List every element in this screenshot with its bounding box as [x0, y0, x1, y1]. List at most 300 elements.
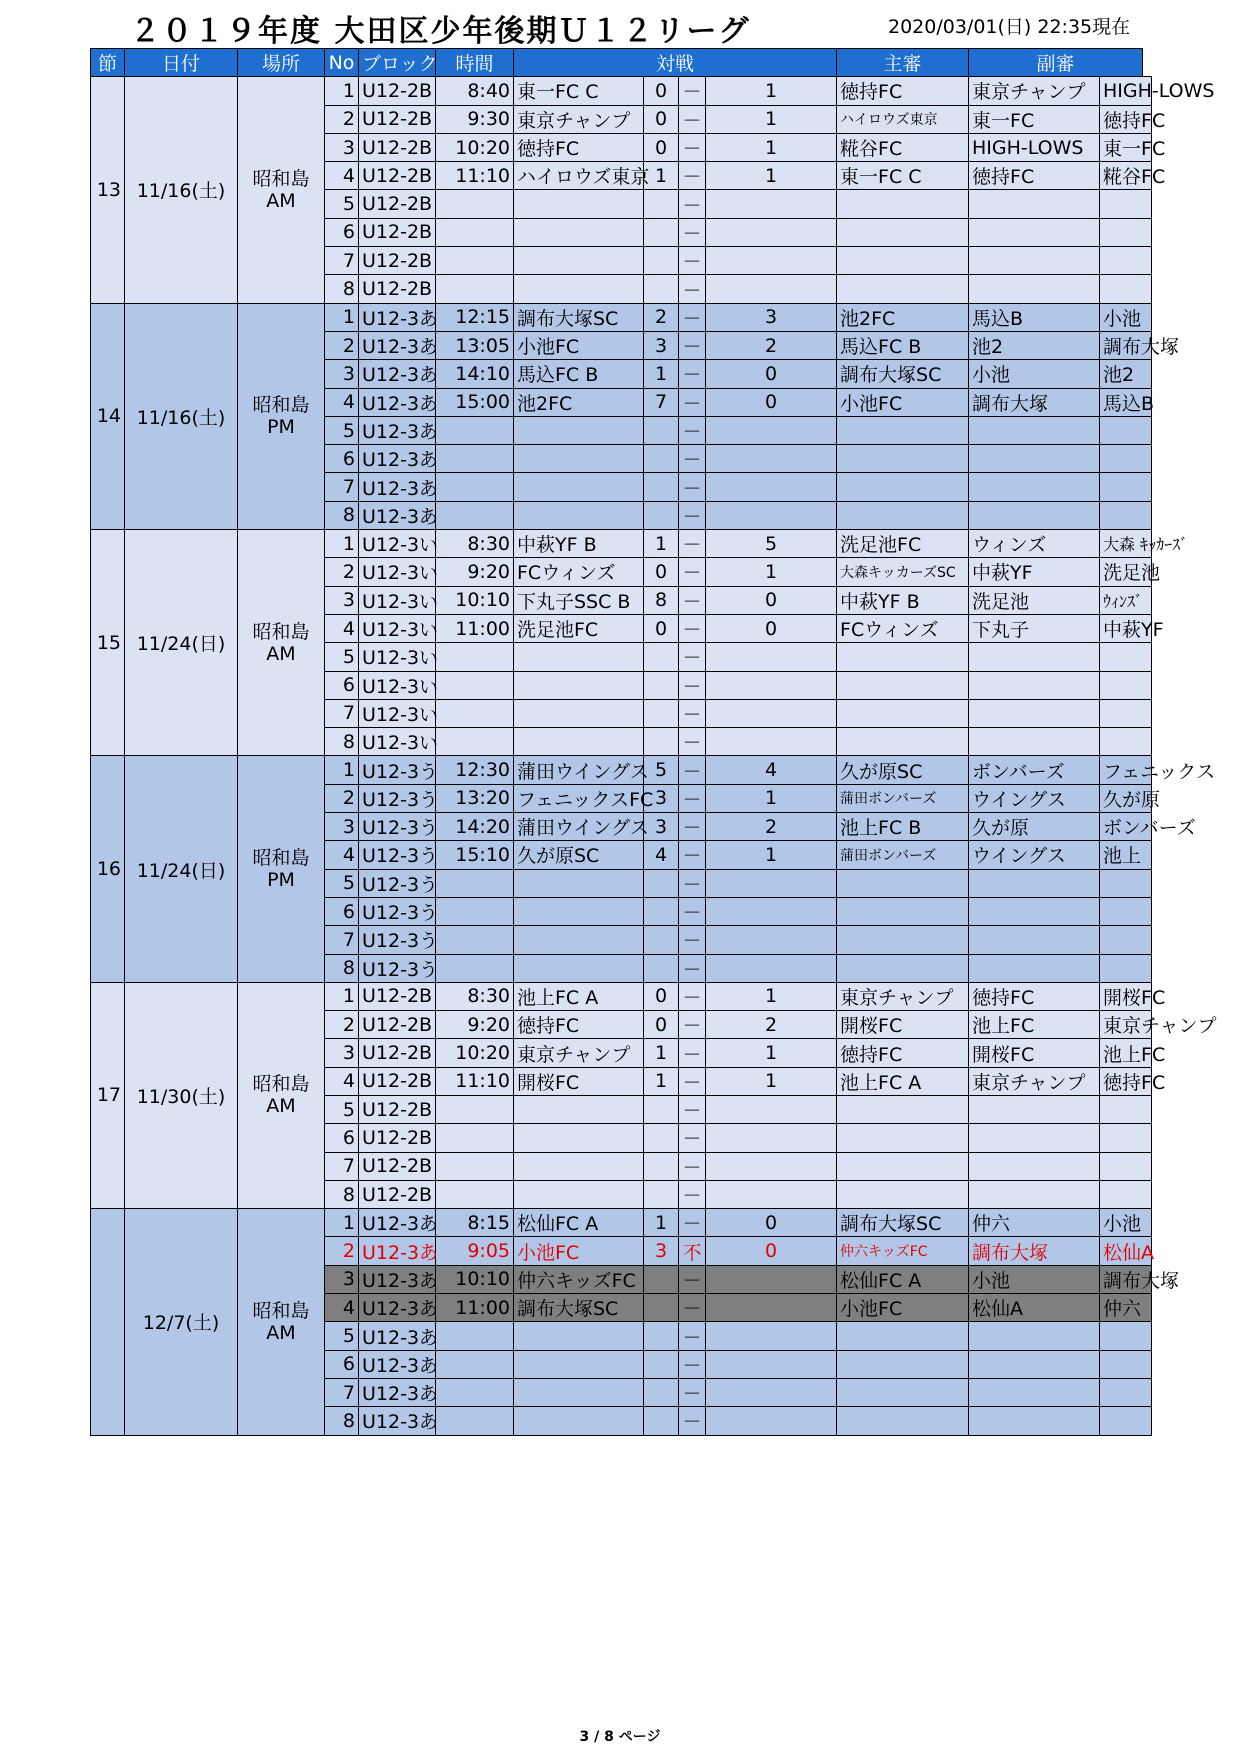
away-score	[706, 926, 837, 954]
kickoff-time	[436, 275, 514, 303]
home-score	[644, 1350, 679, 1378]
away-team: 糀谷FC	[837, 133, 969, 161]
assistant-referee: 池上	[1100, 841, 1152, 869]
match-no: 6	[325, 1350, 359, 1378]
match-row	[91, 77, 1152, 105]
match-no: 3	[325, 1265, 359, 1293]
score-separator: －	[679, 756, 706, 784]
assistant-referee: 東京チャンプ	[1100, 1011, 1152, 1039]
kickoff-time	[436, 445, 514, 473]
referee	[969, 869, 1100, 897]
away-score	[706, 1265, 837, 1293]
block: U12-2B	[359, 1039, 436, 1067]
away-score	[706, 643, 837, 671]
match-no: 8	[325, 501, 359, 529]
home-score: 3	[644, 784, 679, 812]
assistant-referee: 池2	[1100, 360, 1152, 388]
score-separator: －	[679, 1095, 706, 1123]
match-no: 7	[325, 1378, 359, 1406]
home-team: FCウィンズ	[514, 558, 644, 586]
score-separator: －	[679, 133, 706, 161]
assistant-referee	[1100, 1180, 1152, 1208]
header-assistant-referee: 副審	[969, 49, 1143, 77]
score-separator: －	[679, 586, 706, 614]
match-no: 4	[325, 841, 359, 869]
home-team: 松仙FC A	[514, 1209, 644, 1237]
away-team	[837, 190, 969, 218]
score-separator: －	[679, 954, 706, 982]
home-team: 下丸子SSC B	[514, 586, 644, 614]
away-score: 0	[706, 360, 837, 388]
match-no: 2	[325, 1011, 359, 1039]
away-team: 徳持FC	[837, 77, 969, 105]
block: U12-2B	[359, 1152, 436, 1180]
block: U12-3あ	[359, 473, 436, 501]
referee: 徳持FC	[969, 982, 1100, 1010]
away-team	[837, 869, 969, 897]
page-title: ２０１９年度 大田区少年後期Ｕ１２リーグ	[130, 14, 751, 49]
assistant-referee	[1100, 247, 1152, 275]
match-no: 4	[325, 614, 359, 642]
assistant-referee	[1100, 275, 1152, 303]
kickoff-time	[436, 1152, 514, 1180]
block: U12-3あ	[359, 1265, 436, 1293]
away-score: 1	[706, 1039, 837, 1067]
home-team: ハイロウズ東京	[514, 162, 644, 190]
assistant-referee	[1100, 954, 1152, 982]
home-score: 5	[644, 756, 679, 784]
kickoff-time: 11:10	[436, 162, 514, 190]
referee	[969, 1124, 1100, 1152]
kickoff-time	[436, 416, 514, 444]
referee: 松仙A	[969, 1294, 1100, 1322]
referee	[969, 1095, 1100, 1123]
referee	[969, 1180, 1100, 1208]
score-separator: －	[679, 275, 706, 303]
block: U12-3あ	[359, 1350, 436, 1378]
assistant-referee: 開桜FC	[1100, 982, 1152, 1010]
away-team: 東一FC C	[837, 162, 969, 190]
match-row	[91, 756, 1152, 784]
home-score	[644, 926, 679, 954]
score-separator: －	[679, 1378, 706, 1406]
referee: 洗足池	[969, 586, 1100, 614]
home-team	[514, 1095, 644, 1123]
block: U12-3う	[359, 813, 436, 841]
venue	[238, 1209, 325, 1435]
away-team	[837, 1407, 969, 1435]
assistant-referee: 池上FC	[1100, 1039, 1152, 1067]
home-team	[514, 643, 644, 671]
home-score	[644, 728, 679, 756]
assistant-referee	[1100, 416, 1152, 444]
home-score	[644, 671, 679, 699]
away-score	[706, 728, 837, 756]
match-no: 5	[325, 190, 359, 218]
venue-session: PM	[267, 416, 295, 439]
block: U12-2B	[359, 1180, 436, 1208]
kickoff-time: 9:20	[436, 1011, 514, 1039]
away-team: ハイロウズ東京	[837, 105, 969, 133]
referee: 徳持FC	[969, 162, 1100, 190]
home-team: 調布大塚SC	[514, 1294, 644, 1322]
block: U12-3う	[359, 869, 436, 897]
match-no: 5	[325, 869, 359, 897]
away-score: 2	[706, 1011, 837, 1039]
match-no: 6	[325, 445, 359, 473]
home-score	[644, 1322, 679, 1350]
score-separator: －	[679, 1322, 706, 1350]
away-score	[706, 1378, 837, 1406]
kickoff-time	[436, 218, 514, 246]
assistant-referee	[1100, 1124, 1152, 1152]
away-team	[837, 671, 969, 699]
home-score	[644, 1294, 679, 1322]
round-number: 17	[91, 982, 125, 1208]
block: U12-2B	[359, 1095, 436, 1123]
away-team: 池2FC	[837, 303, 969, 331]
home-team: 徳持FC	[514, 1011, 644, 1039]
home-score: 0	[644, 558, 679, 586]
match-no: 5	[325, 1095, 359, 1123]
assistant-referee	[1100, 190, 1152, 218]
score-separator: －	[679, 784, 706, 812]
away-score: 1	[706, 841, 837, 869]
kickoff-time	[436, 1350, 514, 1378]
assistant-referee	[1100, 1350, 1152, 1378]
match-date: 11/30(土)	[125, 982, 238, 1208]
score-separator: －	[679, 190, 706, 218]
round-number: 15	[91, 530, 125, 756]
assistant-referee: 松仙A	[1100, 1237, 1152, 1265]
block: U12-3あ	[359, 1407, 436, 1435]
away-team	[837, 699, 969, 727]
referee	[969, 445, 1100, 473]
away-score: 2	[706, 813, 837, 841]
match-no: 4	[325, 388, 359, 416]
score-separator: －	[679, 530, 706, 558]
assistant-referee: HIGH-LOWS	[1100, 77, 1152, 105]
home-score: 0	[644, 133, 679, 161]
home-score: 1	[644, 360, 679, 388]
referee: 小池	[969, 360, 1100, 388]
block: U12-2B	[359, 1067, 436, 1095]
block: U12-2B	[359, 982, 436, 1010]
block: U12-3い	[359, 558, 436, 586]
referee: 池上FC	[969, 1011, 1100, 1039]
referee	[969, 699, 1100, 727]
referee: 調布大塚	[969, 1237, 1100, 1265]
venue-session: AM	[266, 642, 296, 665]
away-team: 中萩YF B	[837, 586, 969, 614]
header-no: No	[325, 49, 359, 77]
score-separator: －	[679, 728, 706, 756]
home-team: 馬込FC B	[514, 360, 644, 388]
score-separator: －	[679, 1011, 706, 1039]
away-score	[706, 473, 837, 501]
score-separator: －	[679, 501, 706, 529]
block: U12-3あ	[359, 1237, 436, 1265]
home-team: 開桜FC	[514, 1067, 644, 1095]
away-score	[706, 445, 837, 473]
score-separator: －	[679, 643, 706, 671]
assistant-referee: 馬込B	[1100, 388, 1152, 416]
referee	[969, 897, 1100, 925]
assistant-referee	[1100, 926, 1152, 954]
match-no: 7	[325, 1152, 359, 1180]
score-separator: －	[679, 1350, 706, 1378]
venue-name: 昭和島	[252, 1073, 310, 1096]
home-score	[644, 501, 679, 529]
home-team	[514, 728, 644, 756]
home-score: 1	[644, 530, 679, 558]
referee: 仲六	[969, 1209, 1100, 1237]
score-separator: －	[679, 1152, 706, 1180]
home-team	[514, 1407, 644, 1435]
kickoff-time: 12:30	[436, 756, 514, 784]
away-team	[837, 1350, 969, 1378]
referee: 開桜FC	[969, 1039, 1100, 1067]
home-team: 東一FC C	[514, 77, 644, 105]
away-score: 2	[706, 331, 837, 359]
round-number: 14	[91, 303, 125, 529]
kickoff-time	[436, 954, 514, 982]
block: U12-2B	[359, 1011, 436, 1039]
match-no: 3	[325, 813, 359, 841]
referee	[969, 1407, 1100, 1435]
home-score: 0	[644, 982, 679, 1010]
venue	[238, 303, 325, 529]
kickoff-time	[436, 1180, 514, 1208]
block: U12-3い	[359, 643, 436, 671]
kickoff-time	[436, 926, 514, 954]
home-team	[514, 473, 644, 501]
kickoff-time: 9:20	[436, 558, 514, 586]
home-score	[644, 1407, 679, 1435]
block: U12-3い	[359, 614, 436, 642]
away-score	[706, 416, 837, 444]
kickoff-time: 8:40	[436, 77, 514, 105]
home-team: 蒲田ウイングス	[514, 813, 644, 841]
home-score: 1	[644, 1067, 679, 1095]
score-separator: －	[679, 982, 706, 1010]
score-separator: －	[679, 416, 706, 444]
referee	[969, 275, 1100, 303]
kickoff-time: 14:10	[436, 360, 514, 388]
venue-name: 昭和島	[252, 847, 310, 870]
header-venue: 場所	[238, 49, 325, 77]
away-team: 大森キッカーズSC	[837, 558, 969, 586]
referee	[969, 954, 1100, 982]
assistant-referee	[1100, 728, 1152, 756]
block: U12-2B	[359, 275, 436, 303]
referee: ウイングス	[969, 784, 1100, 812]
away-score	[706, 218, 837, 246]
referee	[969, 247, 1100, 275]
assistant-referee	[1100, 897, 1152, 925]
match-date: 11/24(日)	[125, 756, 238, 982]
kickoff-time: 11:00	[436, 614, 514, 642]
block: U12-3う	[359, 756, 436, 784]
kickoff-time: 15:10	[436, 841, 514, 869]
referee	[969, 926, 1100, 954]
venue	[238, 530, 325, 756]
away-team: FCウィンズ	[837, 614, 969, 642]
match-no: 1	[325, 756, 359, 784]
score-separator: －	[679, 699, 706, 727]
home-score: 1	[644, 1039, 679, 1067]
score-separator: －	[679, 671, 706, 699]
assistant-referee	[1100, 643, 1152, 671]
match-no: 4	[325, 1067, 359, 1095]
away-score: 1	[706, 1067, 837, 1095]
header-match: 対戦	[514, 49, 837, 77]
block: U12-3う	[359, 897, 436, 925]
referee: 東京チャンプ	[969, 1067, 1100, 1095]
kickoff-time	[436, 190, 514, 218]
away-score: 3	[706, 303, 837, 331]
block: U12-3い	[359, 671, 436, 699]
kickoff-time	[436, 1322, 514, 1350]
block: U12-3う	[359, 841, 436, 869]
away-team: 開桜FC	[837, 1011, 969, 1039]
referee	[969, 1152, 1100, 1180]
match-no: 3	[325, 360, 359, 388]
block: U12-3あ	[359, 360, 436, 388]
home-score: 7	[644, 388, 679, 416]
score-separator: －	[679, 1294, 706, 1322]
kickoff-time: 8:30	[436, 530, 514, 558]
home-score	[644, 897, 679, 925]
venue-session: AM	[266, 189, 296, 212]
away-score: 0	[706, 388, 837, 416]
block: U12-3あ	[359, 445, 436, 473]
kickoff-time	[436, 1095, 514, 1123]
home-team: 中萩YF B	[514, 530, 644, 558]
referee: ウィンズ	[969, 530, 1100, 558]
kickoff-time	[436, 643, 514, 671]
score-separator: －	[679, 1209, 706, 1237]
match-row	[91, 982, 1152, 1010]
match-no: 7	[325, 699, 359, 727]
venue	[238, 982, 325, 1208]
match-no: 8	[325, 954, 359, 982]
away-team	[837, 218, 969, 246]
assistant-referee: 糀谷FC	[1100, 162, 1152, 190]
score-separator: －	[679, 897, 706, 925]
referee: ウイングス	[969, 841, 1100, 869]
away-score: 1	[706, 784, 837, 812]
away-score	[706, 247, 837, 275]
referee: 馬込B	[969, 303, 1100, 331]
home-team	[514, 445, 644, 473]
match-no: 6	[325, 897, 359, 925]
home-team: フェニックスFC	[514, 784, 644, 812]
assistant-referee: 大森 ｷｯｶｰｽﾞ	[1100, 530, 1152, 558]
home-score: 3	[644, 1237, 679, 1265]
away-team: 久が原SC	[837, 756, 969, 784]
match-no: 8	[325, 1180, 359, 1208]
home-team: 東京チャンプ	[514, 105, 644, 133]
score-separator: －	[679, 247, 706, 275]
home-score: 3	[644, 331, 679, 359]
home-score	[644, 473, 679, 501]
referee: 久が原	[969, 813, 1100, 841]
away-score: 0	[706, 1237, 837, 1265]
referee	[969, 728, 1100, 756]
referee: 調布大塚	[969, 388, 1100, 416]
home-score	[644, 1152, 679, 1180]
away-team	[837, 1378, 969, 1406]
block: U12-3う	[359, 926, 436, 954]
match-no: 6	[325, 218, 359, 246]
away-team: 小池FC	[837, 1294, 969, 1322]
header-round: 節	[91, 49, 125, 77]
home-score	[644, 190, 679, 218]
home-team	[514, 699, 644, 727]
away-score	[706, 1407, 837, 1435]
block: U12-3あ	[359, 1294, 436, 1322]
home-score: 2	[644, 303, 679, 331]
home-team	[514, 1350, 644, 1378]
home-team	[514, 869, 644, 897]
home-team: 久が原SC	[514, 841, 644, 869]
match-row	[91, 303, 1152, 331]
kickoff-time: 10:20	[436, 1039, 514, 1067]
kickoff-time: 8:15	[436, 1209, 514, 1237]
home-team: 池上FC A	[514, 982, 644, 1010]
match-no: 3	[325, 586, 359, 614]
home-team: 小池FC	[514, 1237, 644, 1265]
away-team: 池上FC A	[837, 1067, 969, 1095]
header-time: 時間	[436, 49, 514, 77]
kickoff-time: 13:05	[436, 331, 514, 359]
assistant-referee	[1100, 869, 1152, 897]
kickoff-time	[436, 247, 514, 275]
home-score: 0	[644, 614, 679, 642]
header-date: 日付	[125, 49, 238, 77]
away-team: 小池FC	[837, 388, 969, 416]
kickoff-time	[436, 671, 514, 699]
score-separator: －	[679, 105, 706, 133]
home-team: 調布大塚SC	[514, 303, 644, 331]
match-no: 1	[325, 982, 359, 1010]
header-row	[91, 49, 1152, 77]
home-team	[514, 926, 644, 954]
block: U12-3あ	[359, 388, 436, 416]
assistant-referee: 徳持FC	[1100, 1067, 1152, 1095]
home-team	[514, 218, 644, 246]
assistant-referee	[1100, 1407, 1152, 1435]
venue	[238, 756, 325, 982]
away-score	[706, 954, 837, 982]
kickoff-time: 8:30	[436, 982, 514, 1010]
block: U12-2B	[359, 162, 436, 190]
block: U12-2B	[359, 218, 436, 246]
kickoff-time: 10:20	[436, 133, 514, 161]
block: U12-2B	[359, 1124, 436, 1152]
match-no: 1	[325, 1209, 359, 1237]
kickoff-time: 15:00	[436, 388, 514, 416]
match-row	[91, 530, 1152, 558]
home-score	[644, 643, 679, 671]
away-team	[837, 1095, 969, 1123]
home-team: 徳持FC	[514, 133, 644, 161]
home-score: 0	[644, 1011, 679, 1039]
match-no: 8	[325, 1407, 359, 1435]
away-team: 松仙FC A	[837, 1265, 969, 1293]
match-no: 7	[325, 926, 359, 954]
